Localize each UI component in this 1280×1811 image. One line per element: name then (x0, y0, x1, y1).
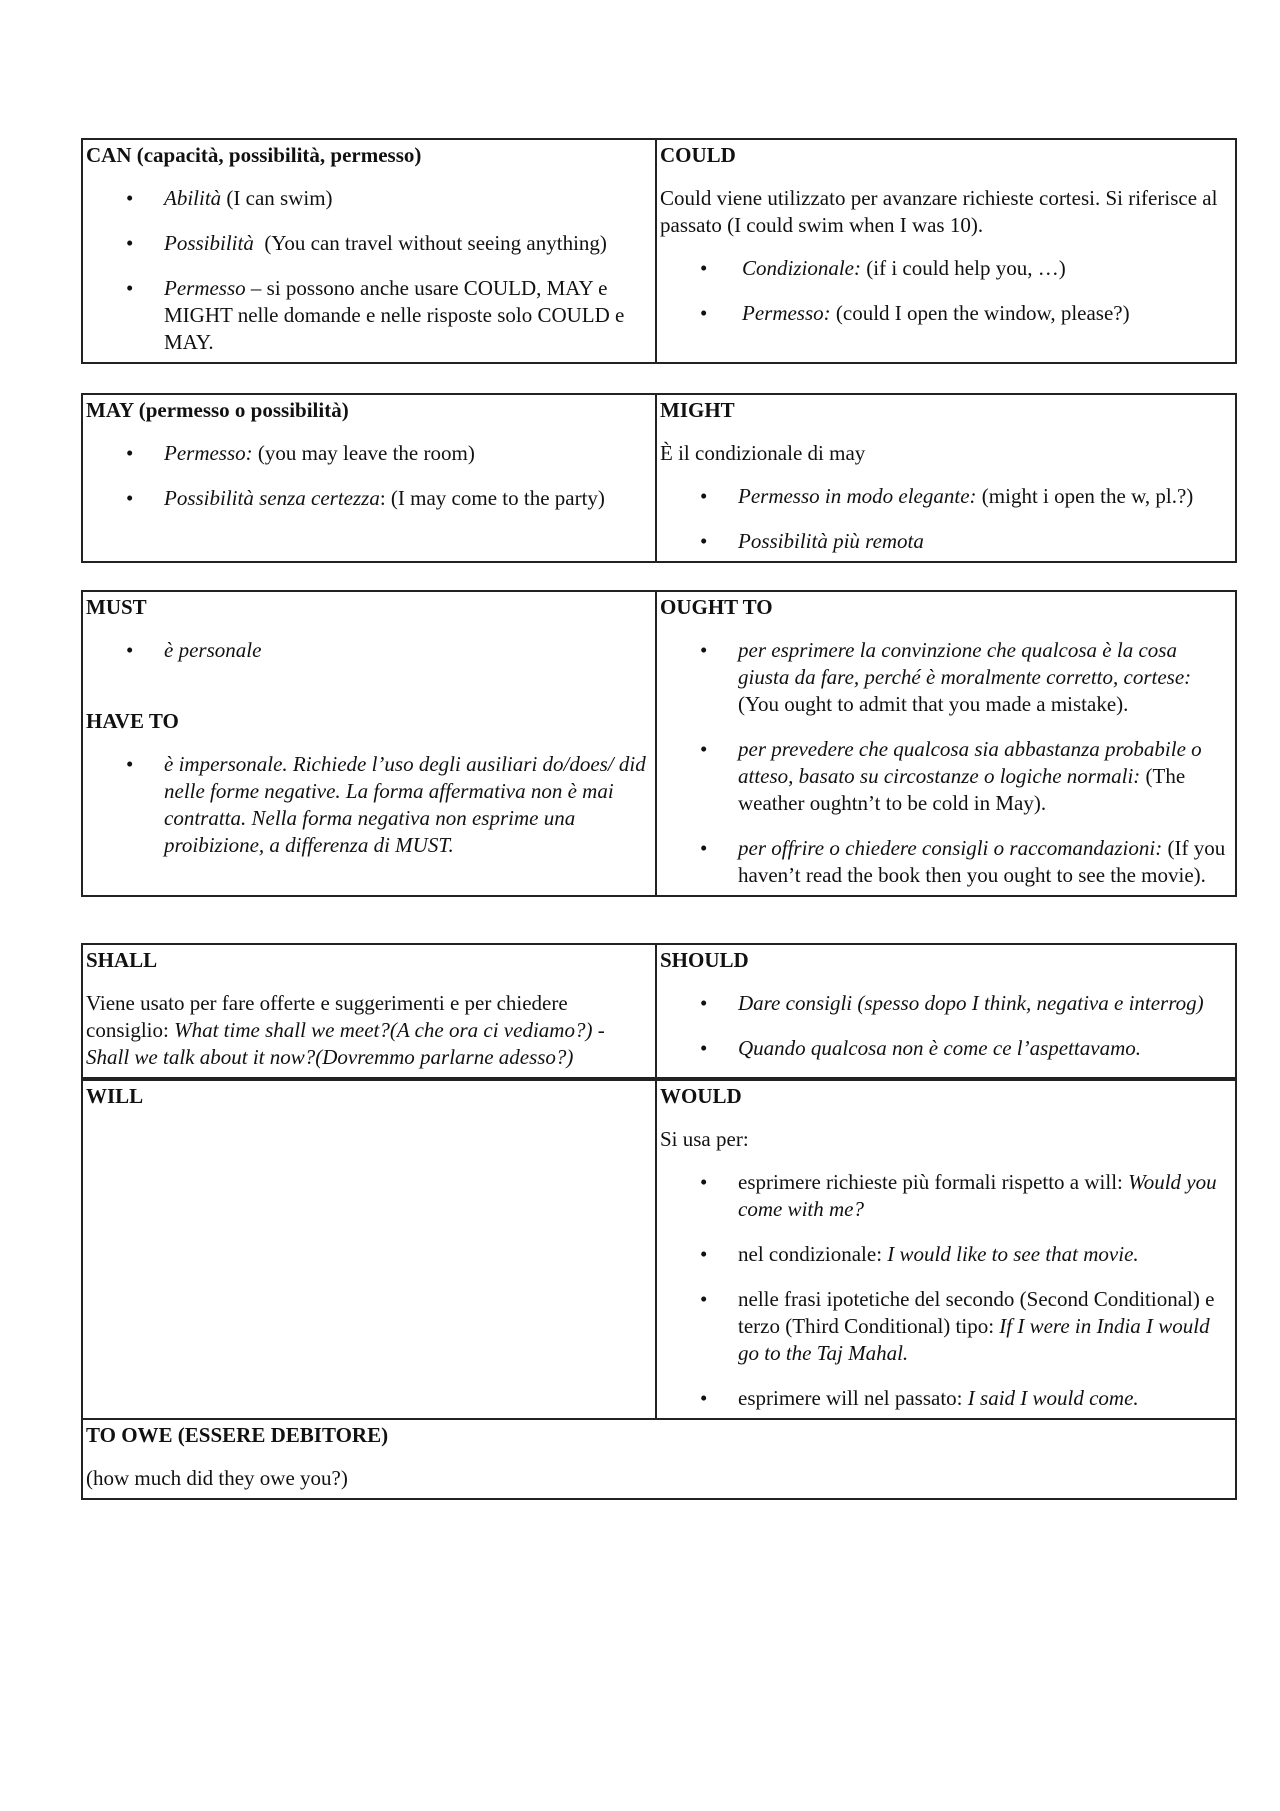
can-title: CAN (capacità, possibilità, permesso) (86, 143, 422, 167)
item-em: è impersonale. Richiede l’uso degli ausiliari do/does/ did nelle forme negative. La forma affermativa non è mai contratta. Nella forma negativa non esprime una proibizione, a differenza di MUST. (164, 752, 646, 857)
might-title: MIGHT (660, 398, 735, 422)
should-title: SHOULD (660, 948, 749, 972)
toowe-cell (83, 1420, 1235, 1498)
item-text: (The weather oughtn’t to be cold in May). (738, 764, 1186, 815)
shall-text-plain: Viene usato per fare offerte e suggerimenti e per chiedere consiglio: (86, 991, 568, 1042)
toowe-title: TO OWE (ESSERE DEBITORE) (86, 1423, 389, 1447)
must-list (86, 637, 652, 664)
bullet: • (700, 638, 708, 662)
table-row (83, 1418, 1235, 1498)
table-row (83, 140, 1235, 362)
can-list (86, 185, 652, 356)
item-em: Permesso (164, 276, 246, 300)
item-text: (could I open the window, please?) (830, 301, 1130, 325)
shall-example-2: Shall we talk about it now?(Dovremmo parlarne adesso?) (86, 1045, 574, 1069)
list-item (660, 835, 1232, 889)
must-title: MUST (86, 595, 147, 619)
list-item (660, 736, 1232, 817)
item-text: (you may leave the room) (252, 441, 475, 465)
table-row (83, 592, 1235, 895)
oughtto-title: OUGHT TO (660, 595, 773, 619)
item-em: Permesso: (742, 301, 831, 325)
table-must-oughtto (81, 590, 1237, 897)
list-item (660, 990, 1232, 1017)
haveto-list (86, 751, 652, 859)
will-cell (83, 1081, 657, 1418)
bullet: • (126, 441, 134, 465)
item-text: – si possono anche usare COULD, MAY e MIGHT nelle domande e nelle risposte solo COULD e MAY. (164, 276, 625, 354)
item-em: Condizionale: (742, 256, 861, 280)
item-em: per prevedere che qualcosa sia abbastanza probabile o atteso, basato su circostanze o logiche normali: (738, 737, 1202, 788)
item-em: per offrire o chiedere consigli o raccomandazioni: (738, 836, 1163, 860)
bullet: • (700, 991, 708, 1015)
list-item (660, 1035, 1232, 1062)
item-em: è personale (164, 638, 262, 662)
shall-example-1: What time shall we meet?(A che ora ci vediamo?) (174, 1018, 593, 1042)
item-em: Dare consigli (spesso dopo I think, negativa e interrog) (738, 991, 1204, 1015)
must-cell (83, 592, 657, 895)
list-item (660, 1241, 1232, 1268)
shall-dash: - (592, 1018, 605, 1042)
would-list (660, 1169, 1232, 1412)
item-text: (If you haven’t read the book then you ought to see the movie). (738, 836, 1226, 887)
list-item (660, 528, 1232, 555)
table-shall-would (81, 943, 1237, 1500)
item-text: nel condizionale: (738, 1242, 888, 1266)
shall-title: SHALL (86, 948, 158, 972)
item-em: Abilità (164, 186, 222, 210)
item-em: Possibilità (164, 231, 254, 255)
item-em: Quando qualcosa non è come ce l’aspettavamo. (738, 1036, 1141, 1060)
table-may-might (81, 393, 1237, 563)
might-intro: È il condizionale di may (660, 441, 866, 465)
would-intro: Si usa per: (660, 1127, 749, 1151)
list-item (86, 440, 652, 467)
might-list (660, 483, 1232, 555)
could-intro: Could viene utilizzato per avanzare richieste cortesi. Si riferisce al passato (I could swim when I was 10). (660, 186, 1218, 237)
list-item (660, 255, 1232, 282)
haveto-title: HAVE TO (86, 709, 179, 733)
oughtto-list (660, 637, 1232, 889)
oughtto-cell (657, 592, 1235, 895)
bullet: • (126, 186, 134, 210)
item-text: : (I may come to the party) (379, 486, 605, 510)
list-item (660, 1169, 1232, 1223)
bullet: • (700, 1242, 708, 1266)
table-can-could (81, 138, 1237, 364)
bullet: • (700, 1386, 708, 1410)
item-text: (might i open the w, pl.?) (976, 484, 1194, 508)
table-row (83, 1077, 1235, 1418)
item-text: esprimere richieste più formali rispetto a will: (738, 1170, 1129, 1194)
item-em: Permesso: (164, 441, 253, 465)
item-em: I said I would come. (967, 1386, 1139, 1410)
may-list (86, 440, 652, 512)
bullet: • (700, 301, 708, 325)
should-cell (657, 945, 1235, 1077)
bullet: • (700, 836, 708, 860)
item-text: nelle frasi ipotetiche del secondo (Second Conditional) e terzo (Third Conditional) tipo: (738, 1287, 1215, 1338)
bullet: • (126, 276, 134, 300)
bullet: • (700, 256, 708, 280)
item-em: Permesso in modo elegante: (738, 484, 977, 508)
list-item (660, 637, 1232, 718)
bullet: • (126, 638, 134, 662)
shall-text (86, 990, 652, 1071)
could-title: COULD (660, 143, 736, 167)
may-title: MAY (permesso o possibilità) (86, 398, 349, 422)
list-item (86, 185, 652, 212)
toowe-text: (how much did they owe you?) (86, 1466, 348, 1490)
item-text: esprimere will nel passato: (738, 1386, 968, 1410)
could-cell (657, 140, 1235, 362)
shall-cell (83, 945, 657, 1077)
would-title: WOULD (660, 1084, 742, 1108)
table-row (83, 395, 1235, 561)
list-item (86, 751, 652, 859)
item-em: per esprimere la convinzione che qualcosa è la cosa giusta da fare, perché è moralmente corretto, cortese: (738, 638, 1192, 689)
bullet: • (700, 1036, 708, 1060)
bullet: • (700, 737, 708, 761)
will-title: WILL (86, 1084, 144, 1108)
bullet: • (700, 1287, 708, 1311)
item-em: Possibilità senza certezza (164, 486, 380, 510)
bullet: • (126, 486, 134, 510)
bullet: • (126, 231, 134, 255)
bullet: • (126, 752, 134, 776)
list-item (660, 300, 1232, 327)
might-cell (657, 395, 1235, 561)
bullet: • (700, 1170, 708, 1194)
can-cell (83, 140, 657, 362)
item-em: Possibilità più remota (738, 529, 924, 553)
list-item (86, 637, 652, 664)
list-item (660, 483, 1232, 510)
item-em: I would like to see that movie. (887, 1242, 1139, 1266)
item-text: (You can travel without seeing anything) (253, 231, 607, 255)
should-list (660, 990, 1232, 1062)
bullet: • (700, 484, 708, 508)
list-item (660, 1286, 1232, 1367)
item-text: (if i could help you, …) (861, 256, 1066, 280)
item-text: (You ought to admit that you made a mistake). (738, 692, 1129, 716)
would-cell (657, 1081, 1235, 1418)
list-item (86, 485, 652, 512)
could-list (660, 255, 1232, 327)
item-em: If I were in India I would go to the Taj Mahal. (738, 1314, 1210, 1365)
item-em: Would you come with me? (738, 1170, 1217, 1221)
may-cell (83, 395, 657, 561)
bullet: • (700, 529, 708, 553)
spacer (86, 664, 652, 708)
list-item (86, 230, 652, 257)
list-item (660, 1385, 1232, 1412)
list-item (86, 275, 652, 356)
item-text: (I can swim) (221, 186, 333, 210)
table-row (83, 945, 1235, 1077)
